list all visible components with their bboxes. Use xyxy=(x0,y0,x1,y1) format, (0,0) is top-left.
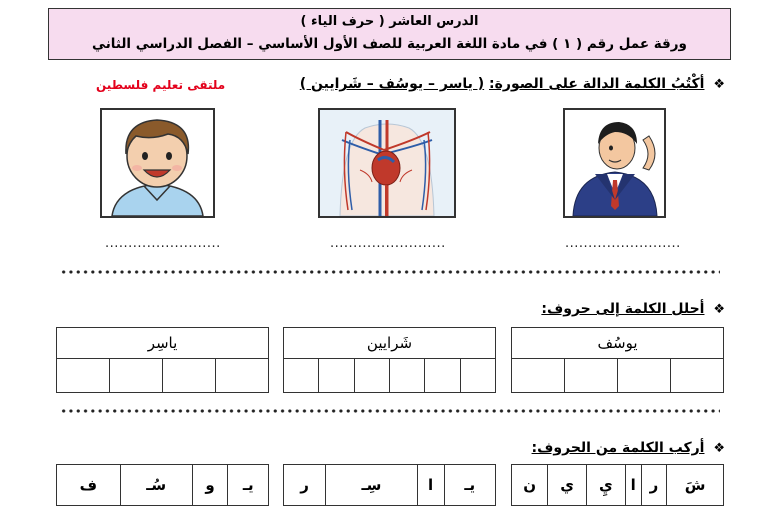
letter-cell: يِ xyxy=(586,465,625,506)
section1-options: ( ياسر – يوسُف – شَرايين ) xyxy=(299,76,485,92)
letter-cell: ن xyxy=(512,465,548,506)
letter-box[interactable] xyxy=(460,359,495,393)
letter-cell: ا xyxy=(417,465,444,506)
arteries-image xyxy=(318,108,456,218)
section3-heading xyxy=(532,440,725,456)
bullet-icon: ❖ xyxy=(713,302,725,317)
section3-instruction: أركب الكلمة من الحروف: xyxy=(531,440,705,456)
letter-box[interactable] xyxy=(109,359,162,393)
letter-box[interactable] xyxy=(215,359,268,393)
letter-box[interactable] xyxy=(162,359,215,393)
lesson-title: الدرس العاشر ( حرف الياء ) xyxy=(300,14,479,29)
section1-instruction: أكْتُبُ الكلمة الدالة على الصورة: xyxy=(489,76,705,92)
letter-cell: سِـ xyxy=(326,465,417,506)
word-yousuf: يوسُف xyxy=(512,328,724,359)
analysis-table-sharayeen xyxy=(283,327,496,393)
star-separator xyxy=(60,267,720,277)
letter-cell: يـ xyxy=(228,465,269,506)
letter-cell: ر xyxy=(641,465,666,506)
section1-heading xyxy=(300,76,725,92)
letter-box[interactable] xyxy=(319,359,354,393)
bullet-icon: ❖ xyxy=(713,441,725,456)
section2-instruction: أحلل الكلمة إلى حروف: xyxy=(541,301,705,317)
section2-heading xyxy=(541,301,725,317)
analysis-table-yousuf xyxy=(511,327,724,393)
letter-box[interactable] xyxy=(512,359,565,393)
letter-cell: ي xyxy=(548,465,587,506)
word-sharayeen: شَرايين xyxy=(284,328,496,359)
letter-cell: ا xyxy=(625,465,641,506)
answer-line[interactable]: ......................... xyxy=(330,236,446,251)
letter-cell: ر xyxy=(284,465,326,506)
answer-line[interactable]: ......................... xyxy=(105,236,221,251)
letter-box[interactable] xyxy=(670,359,723,393)
bullet-icon: ❖ xyxy=(713,77,725,92)
letter-cell: و xyxy=(192,465,228,506)
star-separator xyxy=(60,406,720,416)
letter-cell: ف xyxy=(57,465,121,506)
word-yasir: ياسِر xyxy=(57,328,269,359)
letter-box[interactable] xyxy=(284,359,319,393)
worksheet-header xyxy=(48,8,731,60)
letter-box[interactable] xyxy=(57,359,110,393)
letter-box[interactable] xyxy=(617,359,670,393)
letter-box[interactable] xyxy=(354,359,389,393)
letter-box[interactable] xyxy=(389,359,424,393)
boy-image xyxy=(100,108,215,218)
letter-box[interactable] xyxy=(564,359,617,393)
analysis-table-yasir xyxy=(56,327,269,393)
brand-label: ملتقى تعليم فلسطين xyxy=(96,78,226,92)
man-image xyxy=(563,108,666,218)
letter-cell: شَ xyxy=(667,465,724,506)
letter-box[interactable] xyxy=(425,359,460,393)
letter-cell: سُـ xyxy=(120,465,192,506)
worksheet-subtitle: ورقة عمل رقم ( ١ ) في مادة اللغة العربية للصف الأول الأساسي – الفصل الدراسي الثاني xyxy=(92,36,687,52)
letter-cell: يـ xyxy=(444,465,495,506)
answer-line[interactable]: ......................... xyxy=(565,236,681,251)
